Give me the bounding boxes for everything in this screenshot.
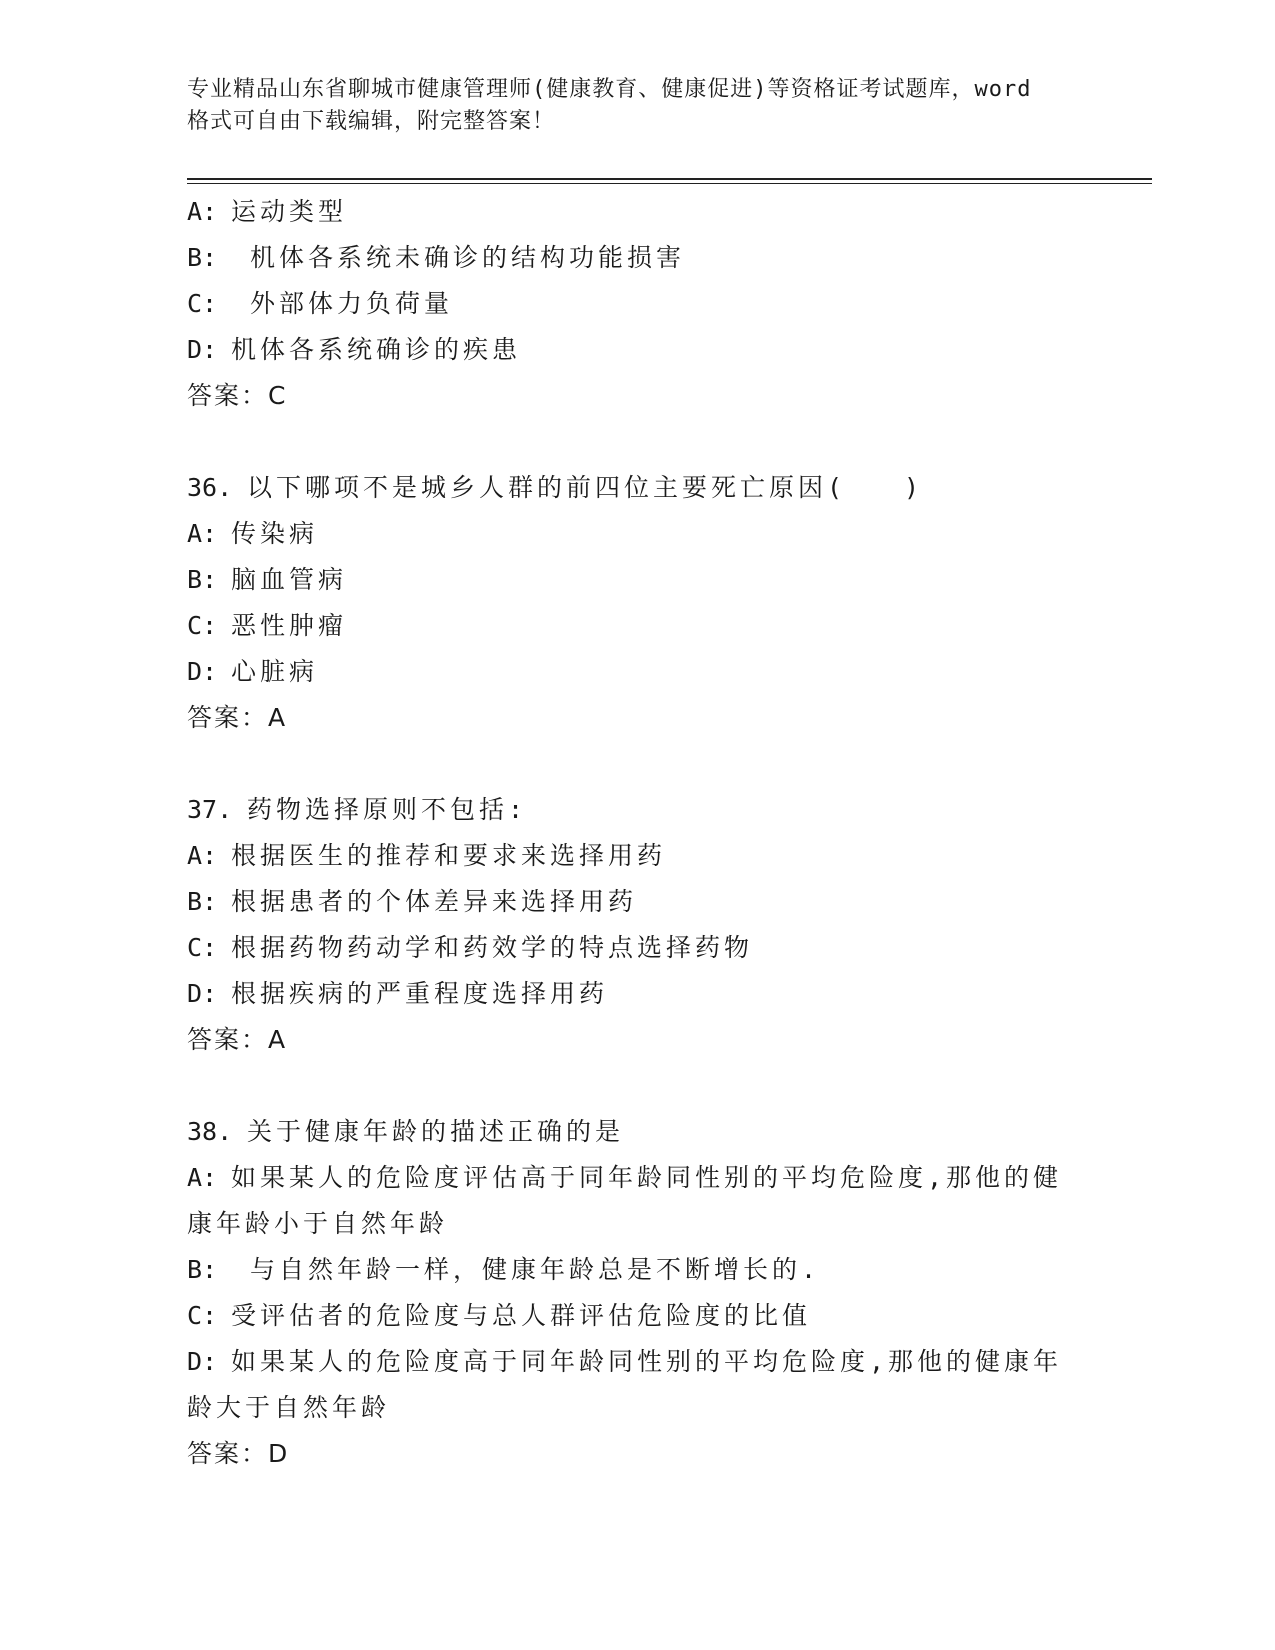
option-a: A: 运动类型 xyxy=(187,197,348,226)
answer-line: 答案：C xyxy=(187,381,288,410)
question-stem: 37. 药物选择原则不包括: xyxy=(187,795,528,824)
option-c: C: 根据药物药动学和药效学的特点选择药物 xyxy=(187,933,754,962)
option-a-continuation: 康年龄小于自然年龄 xyxy=(187,1209,449,1238)
option-a: A: 传染病 xyxy=(187,519,319,548)
answer-line: 答案：A xyxy=(187,703,288,732)
option-d: D: 心脏病 xyxy=(187,657,319,686)
option-a: A: 如果某人的危险度评估高于同年龄同性别的平均危险度,那他的健 xyxy=(187,1163,1063,1192)
header-line-1: 专业精品山东省聊城市健康管理师(健康教育、健康促进)等资格证考试题库，word xyxy=(187,77,1032,102)
answer-line: 答案：D xyxy=(187,1439,290,1468)
header-rule-thin xyxy=(187,183,1152,184)
option-b: B: 机体各系统未确诊的结构功能损害 xyxy=(187,243,686,272)
spacer xyxy=(187,741,1087,787)
option-d: D: 如果某人的危险度高于同年龄同性别的平均危险度,那他的健康年 xyxy=(187,1347,1063,1376)
option-b: B: 与自然年龄一样，健康年龄总是不断增长的. xyxy=(187,1255,821,1284)
option-a: A: 根据医生的推荐和要求来选择用药 xyxy=(187,841,667,870)
option-c: C: 外部体力负荷量 xyxy=(187,289,454,318)
option-d-continuation: 龄大于自然年龄 xyxy=(187,1393,391,1422)
question-38 xyxy=(187,1109,1087,1477)
question-stem: 38. 关于健康年龄的描述正确的是 xyxy=(187,1117,625,1146)
question-stem: 36. 以下哪项不是城乡人群的前四位主要死亡原因( ) xyxy=(187,473,924,502)
option-b: B: 脑血管病 xyxy=(187,565,348,594)
spacer xyxy=(187,419,1087,465)
document-header xyxy=(187,74,1087,138)
question-36 xyxy=(187,465,1087,741)
header-rule-thick xyxy=(187,178,1152,180)
option-d: D: 机体各系统确诊的疾患 xyxy=(187,335,522,364)
option-c: C: 恶性肿瘤 xyxy=(187,611,348,640)
option-b: B: 根据患者的个体差异来选择用药 xyxy=(187,887,638,916)
question-37 xyxy=(187,787,1087,1063)
option-d: D: 根据疾病的严重程度选择用药 xyxy=(187,979,609,1008)
question-prev xyxy=(187,189,1087,419)
header-line-2: 格式可自由下载编辑，附完整答案！ xyxy=(187,109,556,134)
question-list xyxy=(187,189,1087,1477)
spacer xyxy=(187,1063,1087,1109)
option-c: C: 受评估者的危险度与总人群评估危险度的比值 xyxy=(187,1301,812,1330)
answer-line: 答案：A xyxy=(187,1025,288,1054)
